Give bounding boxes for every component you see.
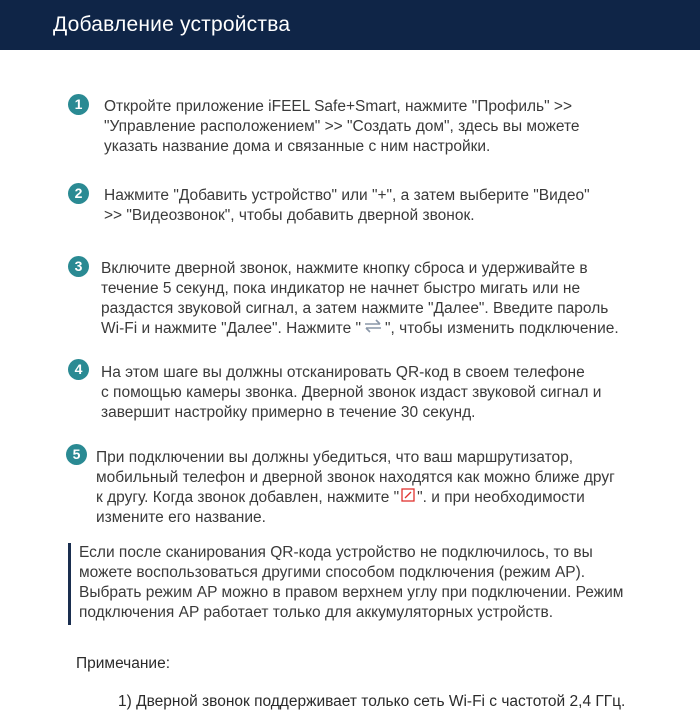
callout-line-1: Если после сканирования QR-кода устройство не подключилось, то вы — [79, 544, 593, 561]
step-4-line-3: завершит настройку примерно в течение 30 секунд. — [101, 404, 476, 421]
step-2-badge: 2 — [68, 183, 89, 204]
note-title: Примечание: — [76, 655, 171, 672]
step-3-text — [101, 259, 619, 339]
step-5-line-4: измените его название. — [96, 509, 266, 527]
step-1-line-3: указать название дома и связанные с ним настройки. — [104, 138, 491, 155]
step-5-line-3 — [96, 488, 615, 508]
step-2-line-1: Нажмите "Добавить устройство" или "+", а затем выберите "Видео" — [104, 187, 590, 204]
step-3-badge: 3 — [68, 256, 89, 277]
step-3-line-1: Включите дверной звонок, нажмите кнопку сброса и удерживайте в — [101, 260, 588, 277]
edit-icon — [401, 488, 415, 508]
step-1-text — [104, 97, 580, 157]
step-3-line-4-start: Wi-Fi и нажмите "Далее". Нажмите " — [101, 320, 362, 338]
step-3-line-2: течение 5 секунд, пока индикатор не начнет быстро мигать или не — [101, 280, 581, 297]
page-header — [0, 0, 700, 50]
step-3-line-4 — [101, 319, 619, 339]
callout-line-4: подключения AP работает только для аккумуляторных устройств. — [79, 604, 554, 621]
info-callout — [68, 543, 676, 625]
step-4-line-1: На этом шаге вы должны отсканировать QR-код в своем телефоне — [101, 364, 585, 381]
step-5-line-1: При подключении вы должны убедиться, что ваш маршрутизатор, — [96, 449, 574, 466]
step-3-line-4-end: ", чтобы изменить подключение. — [385, 320, 619, 338]
callout-text — [79, 543, 623, 623]
step-4-text — [101, 363, 601, 423]
callout-line-3: Выбрать режим AP можно в правом верхнем углу при подключении. Режим — [79, 584, 624, 601]
note-item-1: 1) Дверной звонок поддерживает только сеть Wi-Fi с частотой 2,4 ГГц. — [118, 693, 626, 710]
step-3-line-3: раздастся звуковой сигнал, а затем нажмите "Далее". Введите пароль — [101, 300, 609, 317]
step-4-line-2: с помощью камеры звонка. Дверной звонок издаст звуковой сигнал и — [101, 384, 602, 401]
step-5-line-2: мобильный телефон и дверной звонок находятся как можно ближе друг — [96, 469, 615, 486]
page-title: Добавление устройства — [53, 13, 291, 36]
step-5-line-3-start: к другу. Когда звонок добавлен, нажмите " — [96, 489, 400, 507]
step-5-badge: 5 — [66, 444, 87, 465]
step-2-text — [104, 186, 590, 226]
step-1-line-1: Откройте приложение iFEEL Safe+Smart, нажмите "Профиль" >> — [104, 98, 573, 115]
callout-line-2: можете воспользоваться другими способом подключения (режим AP). — [79, 564, 586, 581]
step-2-line-2: >> "Видеозвонок", чтобы добавить дверной звонок. — [104, 207, 475, 224]
step-1-badge: 1 — [68, 94, 89, 115]
step-5-text — [96, 448, 615, 528]
step-5-line-3-end: ". и при необходимости — [417, 489, 585, 507]
switch-arrows-icon — [363, 319, 383, 339]
step-4-badge: 4 — [68, 359, 89, 380]
step-1-line-2: "Управление расположением" >> "Создать дом", здесь вы можете — [104, 118, 580, 135]
